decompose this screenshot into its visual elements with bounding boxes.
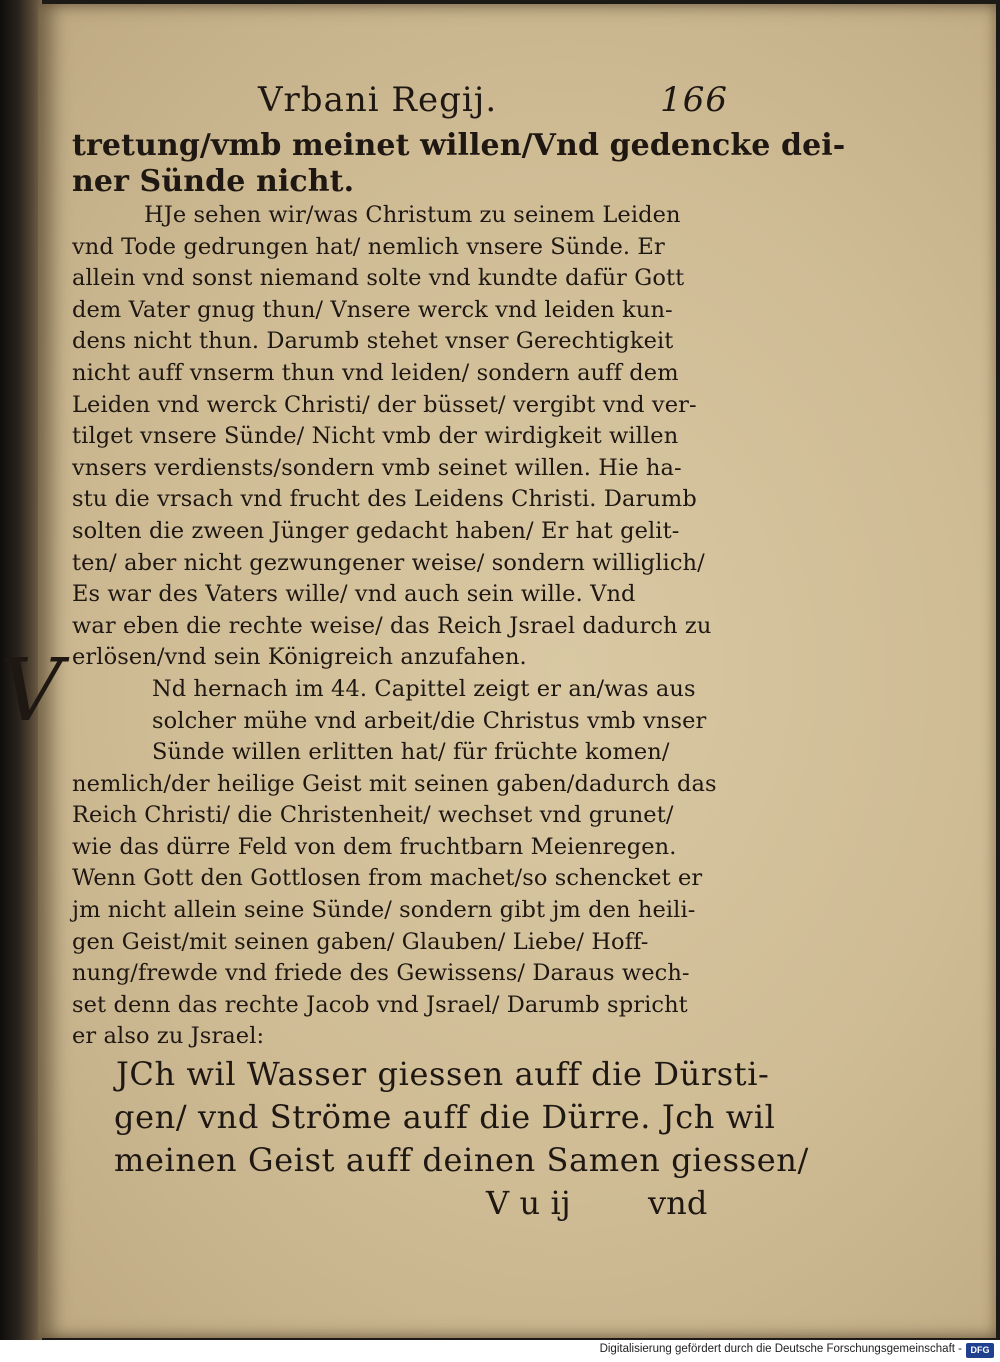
funding-notice: Digitalisierung gefördert durch die Deutsche Forschungsgemeinschaft - [599, 1343, 962, 1355]
text-line: Es war des Vaters wille/ vnd auch sein wille. Vnd [72, 581, 636, 608]
signature-line [72, 1182, 712, 1225]
quote-line: gen/ vnd Ströme auff die Dürre. Jch wil [114, 1098, 776, 1137]
text-line: solten die zween Jünger gedacht haben/ Er hat gelit- [72, 517, 680, 544]
text-line: jm nicht allein seine Sünde/ sondern gibt jm den heili- [72, 897, 696, 924]
text-line: Reich Christi/ die Christenheit/ wechset vnd grunet/ [72, 802, 674, 829]
text-line: dem Vater gnug thun/ Vnsere werck vnd leiden kun- [72, 296, 673, 323]
running-head-title: Vrbani Regij. [258, 80, 498, 120]
dfg-logo: DFG [966, 1343, 994, 1358]
text-line: solcher mühe vnd arbeit/die Christus vmb vnser [152, 707, 707, 734]
page-number: 166 [660, 80, 728, 120]
text-line: gen Geist/mit seinen gaben/ Glauben/ Liebe/ Hoff- [72, 928, 649, 955]
text-line: HJe sehen wir/was Christum zu seinem Leiden [144, 202, 681, 228]
text-line: erlösen/vnd sein Königreich anzufahen. [72, 644, 527, 671]
text-line: vnd Tode gedrungen hat/ nemlich vnsere Sünde. Er [72, 233, 665, 260]
text-line: nicht auff vnserm thun vnd leiden/ sondern auff dem [72, 359, 679, 386]
text-line: vnsers verdiensts/sondern vmb seinet willen. Hie ha- [72, 454, 682, 481]
text-line: nemlich/der heilige Geist mit seinen gaben/dadurch das [72, 770, 717, 797]
footer-bar [0, 1340, 1000, 1362]
text-line: set denn das rechte Jacob vnd Jsrael/ Darumb spricht [72, 991, 688, 1018]
quote-line: JCh wil Wasser giessen auff die Dürsti- [116, 1055, 770, 1094]
text-line: wie das dürre Feld von dem fruchtbarn Meienregen. [72, 833, 677, 860]
text-line: ten/ aber nicht gezwungener weise/ sondern williglich/ [72, 549, 705, 576]
text-line: er also zu Jsrael: [72, 1023, 265, 1050]
running-head [258, 80, 728, 126]
text-line: ner Sünde nicht. [72, 164, 355, 199]
text-line: Leiden vnd werck Christi/ der büsset/ vergibt vnd ver- [72, 391, 697, 418]
text-line: Sünde willen erlitten hat/ für früchte komen/ [152, 739, 670, 766]
drop-cap: V [0, 641, 63, 741]
catchword: vnd [648, 1184, 708, 1223]
text-line: Wenn Gott den Gottlosen from machet/so schencket er [72, 865, 703, 892]
body-text [72, 128, 846, 1225]
text-line: tretung/vmb meinet willen/Vnd gedencke dei- [72, 128, 846, 163]
text-line: dens nicht thun. Darumb stehet vnser Gerechtigkeit [72, 328, 674, 355]
text-line: allein vnd sonst niemand solte vnd kundte dafür Gott [72, 265, 685, 292]
text-line: tilget vnsere Sünde/ Nicht vmb der wirdigkeit willen [72, 423, 679, 450]
text-line: Nd hernach im 44. Capittel zeigt er an/was aus [152, 675, 696, 702]
text-line: stu die vrsach vnd frucht des Leidens Christi. Darumb [72, 486, 697, 513]
text-line: nung/frewde vnd friede des Gewissens/ Daraus wech- [72, 960, 690, 987]
quote-line: meinen Geist auff deinen Samen giessen/ [114, 1141, 809, 1180]
signature-mark: V u ij [486, 1184, 571, 1223]
text-line: war eben die rechte weise/ das Reich Jsrael dadurch zu [72, 612, 712, 639]
